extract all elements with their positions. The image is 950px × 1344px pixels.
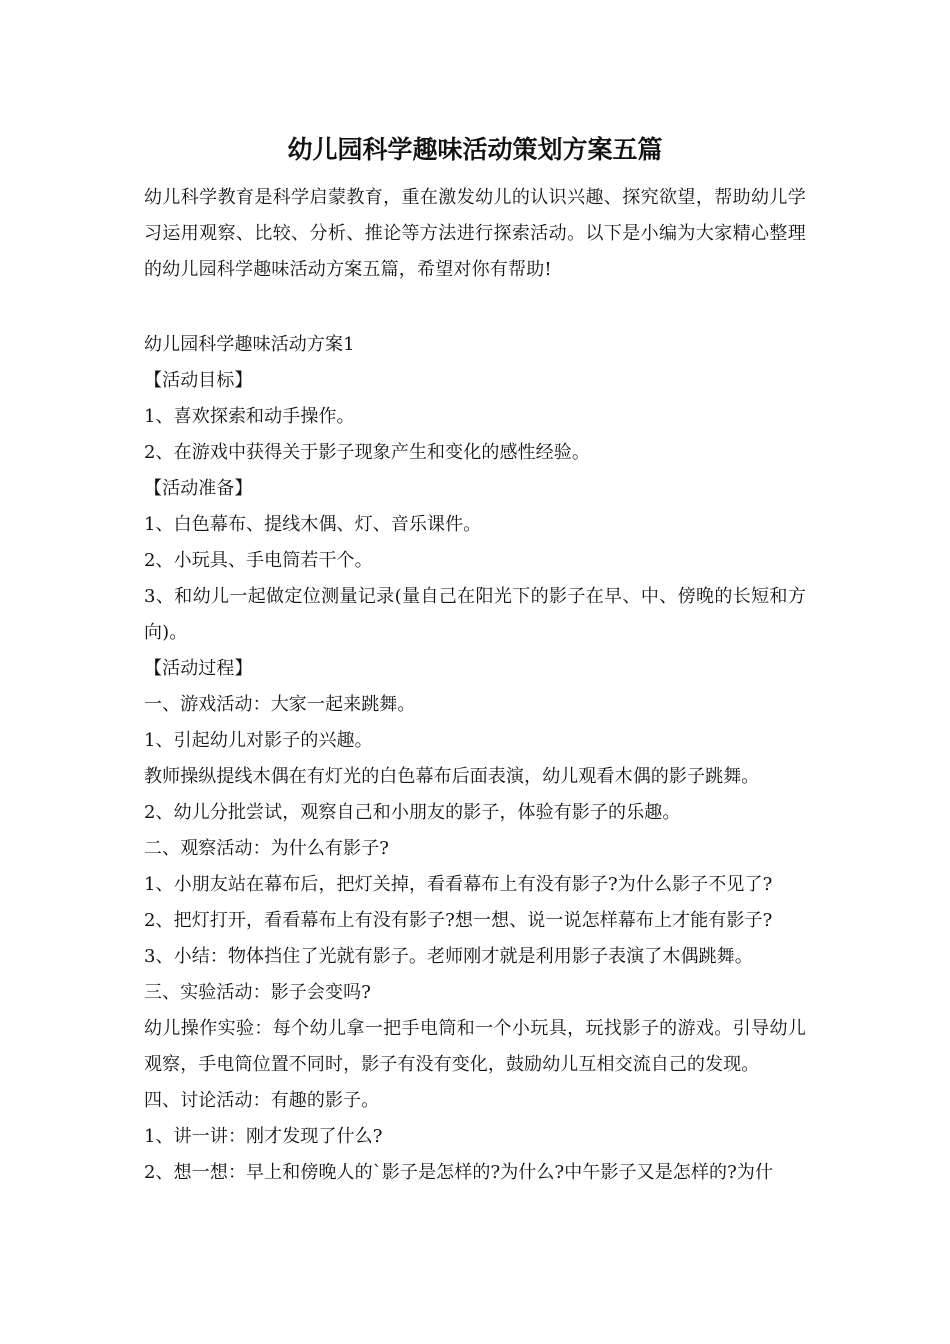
paragraph: 教师操纵提线木偶在有灯光的白色幕布后面表演，幼儿观看木偶的影子跳舞。 (144, 766, 760, 787)
paragraph: 四、讨论活动：有趣的影子。 (144, 1090, 380, 1111)
paragraph: 2、小玩具、手电筒若干个。 (144, 550, 373, 571)
paragraph: 一、游戏活动：大家一起来跳舞。 (144, 694, 416, 715)
paragraph: 2、幼儿分批尝试，观察自己和小朋友的影子，体验有影子的乐趣。 (144, 802, 681, 823)
paragraph: 幼儿操作实验：每个幼儿拿一把手电筒和一个小玩具，玩找影子的游戏。引导幼儿观察，手电筒位置不同时，影子有没有变化，鼓励幼儿互相交流自己的发现。 (144, 1018, 806, 1075)
paragraph: 1、引起幼儿对影子的兴趣。 (144, 730, 373, 751)
paragraph: 三、实验活动：影子会变吗? (144, 982, 371, 1003)
intro-paragraph: 幼儿科学教育是科学启蒙教育，重在激发幼儿的认识兴趣、探究欲望，帮助幼儿学习运用观察、比较、分析、推论等方法进行探索活动。以下是小编为大家精心整理的幼儿园科学趣味活动方案五篇，希望对你有帮助! (144, 187, 806, 280)
heading-activity-goals: 【活动目标】 (144, 370, 253, 391)
heading-activity-process: 【活动过程】 (144, 658, 253, 679)
paragraph: 3、和幼儿一起做定位测量记录(量自己在阳光下的影子在早、中、傍晚的长短和方向)。 (144, 586, 806, 643)
paragraph: 1、白色幕布、提线木偶、灯、音乐课件。 (144, 514, 482, 535)
heading-activity-preparation: 【活动准备】 (144, 478, 253, 499)
paragraph: 2、在游戏中获得关于影子现象产生和变化的感性经验。 (144, 442, 590, 463)
paragraph: 2、想一想：早上和傍晚人的`影子是怎样的?为什么?中午影子又是怎样的?为什 (144, 1162, 774, 1183)
paragraph: 3、小结：物体挡住了光就有影子。老师刚才就是利用影子表演了木偶跳舞。 (144, 946, 753, 967)
paragraph: 二、观察活动：为什么有影子? (144, 838, 390, 859)
paragraph: 1、讲一讲：刚才发现了什么? (144, 1126, 383, 1147)
paragraph: 1、喜欢探索和动手操作。 (144, 406, 355, 427)
paragraph: 2、把灯打开，看看幕布上有没有影子?想一想、说一说怎样幕布上才能有影子? (144, 910, 773, 931)
section-heading-plan-1: 幼儿园科学趣味活动方案1 (144, 334, 355, 355)
paragraph: 1、小朋友站在幕布后，把灯关掉，看看幕布上有没有影子?为什么影子不见了? (144, 874, 773, 895)
body-text (144, 327, 806, 1191)
document-title: 幼儿园科学趣味活动策划方案五篇 (287, 135, 663, 164)
